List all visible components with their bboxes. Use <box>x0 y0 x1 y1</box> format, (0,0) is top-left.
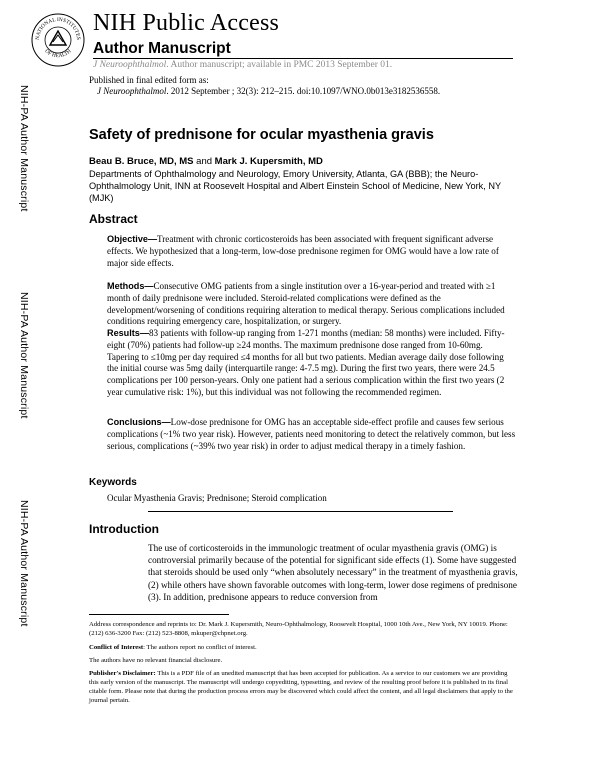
footnote-disclaimer <box>89 669 517 705</box>
header-subtitle: Author Manuscript <box>93 40 231 57</box>
seal-text-top: NATIONAL INSTITUTES <box>34 16 82 41</box>
introduction-heading: Introduction <box>89 522 159 536</box>
svg-text:OF HEALTH <box>43 48 72 59</box>
abstract-methods <box>107 281 517 328</box>
disclaimer-label: Publisher's Disclaimer: <box>89 670 156 677</box>
side-label-bottom: NIH-PA Author Manuscript <box>18 500 30 627</box>
methods-label: Methods— <box>107 281 154 291</box>
conclusions-text: Low-dose prednisone for OMG has an acceptable side-effect profile and causes few serious complications (~1% two year risk). However, patients need monitoring to detect the relatively common, but less serious, complications (~39% two year risk) in order to adjust medical therapy in a timely fashion. <box>107 417 516 451</box>
author-2: Mark J. Kupersmith, MD <box>214 156 323 167</box>
article-title: Safety of prednisone for ocular myasthenia gravis <box>89 127 434 143</box>
results-text: 83 patients with follow-up ranging from 1-271 months (median: 58 months) were included. Fifty-eight (70%) patients had follow-up ≥24 months. The maximum prednisone dose ranged from 10-60mg. Tapering to ≤10mg per day required ≤4 months for all but two patients. Median average daily dose following the initial course was 5mg daily (interquartile range: 4-7.5 mg). During the first two years, there were 24.5 complications per 100 person-years. Only one patient had a serious complication within the first two years (2 year cumulative risk: 1%), but this individual was not following the recommended regimen. <box>107 328 505 397</box>
keywords-list: Ocular Myasthenia Gravis; Prednisone; Steroid complication <box>107 493 327 503</box>
header-journal-name: J Neuroophthalmol <box>93 60 167 70</box>
footnote-conflict <box>89 643 517 652</box>
objective-label: Objective— <box>107 234 158 244</box>
citation-journal: J Neuroophthalmol <box>97 86 167 96</box>
section-divider <box>148 511 453 512</box>
footnote-address: Address correspondence and reprints to: Dr. Mark J. Kupersmith, Neuro-Ophthalmology, Roosevelt Hospital, 1000 10th Ave., New York, NY 10019. Phone: (212) 636-3200 Fax: (212) 523-8808, mkuper@chpnet.org. <box>89 621 508 637</box>
conclusions-label: Conclusions— <box>107 417 171 427</box>
citation-details: . 2012 September ; 32(3): 212–215. doi:10.1097/WNO.0b013e3182536558. <box>166 86 441 96</box>
results-label: Results— <box>107 328 149 338</box>
seal-text-bottom: OF HEALTH <box>43 48 73 60</box>
author-line <box>89 156 323 167</box>
header-availability-line <box>93 60 392 70</box>
abstract-heading: Abstract <box>89 212 138 226</box>
methods-text: Consecutive OMG patients from a single institution over a 16-year-period and treated with ≥1 month of daily prednisone were included. Steroid-related complications were defined as the development/worsening of conditions requiring alteration to medical therapy. Serious complications included conditions requiring emergency care, hospitalization, or surgery. <box>107 281 505 327</box>
footnote-divider <box>89 614 229 615</box>
conflict-label: Conflict of Interest <box>89 644 144 651</box>
citation <box>97 86 440 96</box>
side-label-middle: NIH-PA Author Manuscript <box>18 292 30 419</box>
keywords-heading: Keywords <box>89 477 137 488</box>
nih-seal-logo <box>30 12 86 68</box>
footnote-disclosure: The authors have no relevant financial disclosure. <box>89 657 223 664</box>
author-1: Beau B. Bruce, MD, MS <box>89 156 194 167</box>
header-availability-text: . Author manuscript; available in PMC 2013 September 01. <box>166 60 393 70</box>
conflict-text: : The authors report no conflict of interest. <box>143 644 257 651</box>
objective-text: Treatment with chronic corticosteroids has been associated with frequent significant adverse effects. We hypothesized that a long-term, low-dose prednisone regimen for OMG would have a low rate of major side effects. <box>107 234 499 268</box>
abstract-objective <box>107 234 517 269</box>
disclaimer-text: This is a PDF file of an unedited manuscript that has been accepted for publication. As a service to our customers we are providing this early version of the manuscript. The manuscript will undergo copyediting, typesetting, and review of the resulting proof before it is published in its final citable form. Please note that during the production process errors may be discovered which could affect the content, and all legal disclaimers that apply to the journal pertain. <box>89 670 513 704</box>
svg-text:NATIONAL INSTITUTES <box>35 17 81 40</box>
header-title: NIH Public Access <box>93 10 280 36</box>
side-label-top: NIH-PA Author Manuscript <box>18 85 30 212</box>
published-in-label: Published in final edited form as: <box>89 75 209 85</box>
introduction-text: The use of corticosteroids in the immunologic treatment of ocular myasthenia gravis (OMG) is controversial primarily because of the potential for significant side effects (1). Some have suggested that steroids should be used only “when absolutely necessary” in the treatment of myasthenia gravis,(2) while others have shown favorable outcomes with long-term, lower dose regimens of prednisone (3). In addition, prednisone appears to reduce conversion from <box>148 543 518 602</box>
abstract-conclusions <box>107 417 517 452</box>
abstract-results <box>107 328 517 399</box>
affiliation: Departments of Ophthalmology and Neurology, Emory University, Atlanta, GA (BBB); the Neuro-Ophthalmology Unit, INN at Roosevelt Hospital and Albert Einstein School of Medicine, New York, NY (MJK) <box>89 169 501 203</box>
author-conjunction: and <box>193 156 215 167</box>
header-divider <box>93 58 513 59</box>
